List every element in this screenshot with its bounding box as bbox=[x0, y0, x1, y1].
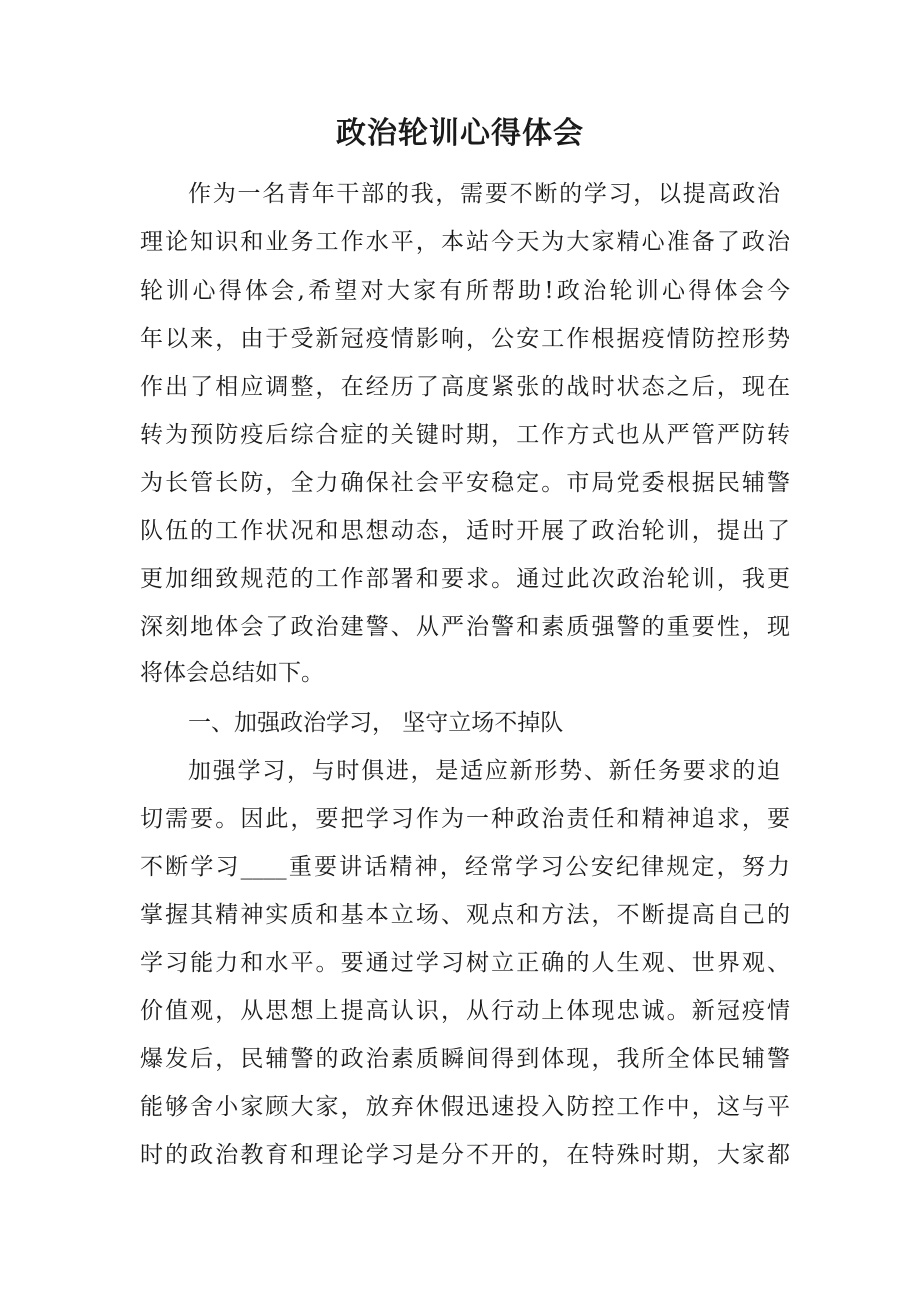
document-title: 政治轮训心得体会 bbox=[336, 116, 584, 151]
text-line: 爆发后，民辅警的政治素质瞬间得到体现，我所全体民辅警 bbox=[140, 1046, 790, 1072]
text-line: 将体会总结如下。 bbox=[140, 660, 324, 686]
section-heading: 一、加强政治学习， 坚守立场不掉队 bbox=[188, 710, 564, 736]
text-line: 加强学习，与时俱进，是适应新形势、新任务要求的迫 bbox=[188, 758, 780, 784]
text-line: 理论知识和业务工作水平，本站今天为大家精心准备了政治 bbox=[140, 229, 790, 255]
text-line: 不断学习____重要讲话精神，经常学习公安纪律规定，努力 bbox=[140, 854, 790, 880]
text-line: 掌握其精神实质和基本立场、观点和方法，不断提高自己的 bbox=[140, 902, 790, 928]
text-line: 轮训心得体会,希望对大家有所帮助!政治轮训心得体会今 bbox=[140, 278, 790, 304]
text-line: 作出了相应调整，在经历了高度紧张的战时状态之后，现在 bbox=[140, 374, 790, 400]
text-line: 深刻地体会了政治建警、从严治警和素质强警的重要性，现 bbox=[140, 614, 790, 640]
text-line: 年以来，由于受新冠疫情影响，公安工作根据疫情防控形势 bbox=[140, 326, 790, 352]
text-line: 转为预防疫后综合症的关键时期，工作方式也从严管严防转 bbox=[140, 422, 790, 448]
text-line: 队伍的工作状况和思想动态，适时开展了政治轮训，提出了 bbox=[140, 518, 790, 544]
text-line: 切需要。因此，要把学习作为一种政治责任和精神追求，要 bbox=[140, 806, 790, 832]
text-line: 更加细致规范的工作部署和要求。通过此次政治轮训，我更 bbox=[140, 566, 790, 592]
text-line: 价值观，从思想上提高认识，从行动上体现忠诚。新冠疫情 bbox=[140, 998, 790, 1024]
text-line: 学习能力和水平。要通过学习树立正确的人生观、世界观、 bbox=[140, 950, 790, 976]
text-line: 时的政治教育和理论学习是分不开的，在特殊时期，大家都 bbox=[140, 1142, 790, 1168]
text-line: 作为一名青年干部的我，需要不断的学习，以提高政治 bbox=[188, 181, 780, 207]
text-line: 为长管长防，全力确保社会平安稳定。市局党委根据民辅警 bbox=[140, 470, 790, 496]
text-line: 能够舍小家顾大家，放弃休假迅速投入防控工作中，这与平 bbox=[140, 1094, 790, 1120]
